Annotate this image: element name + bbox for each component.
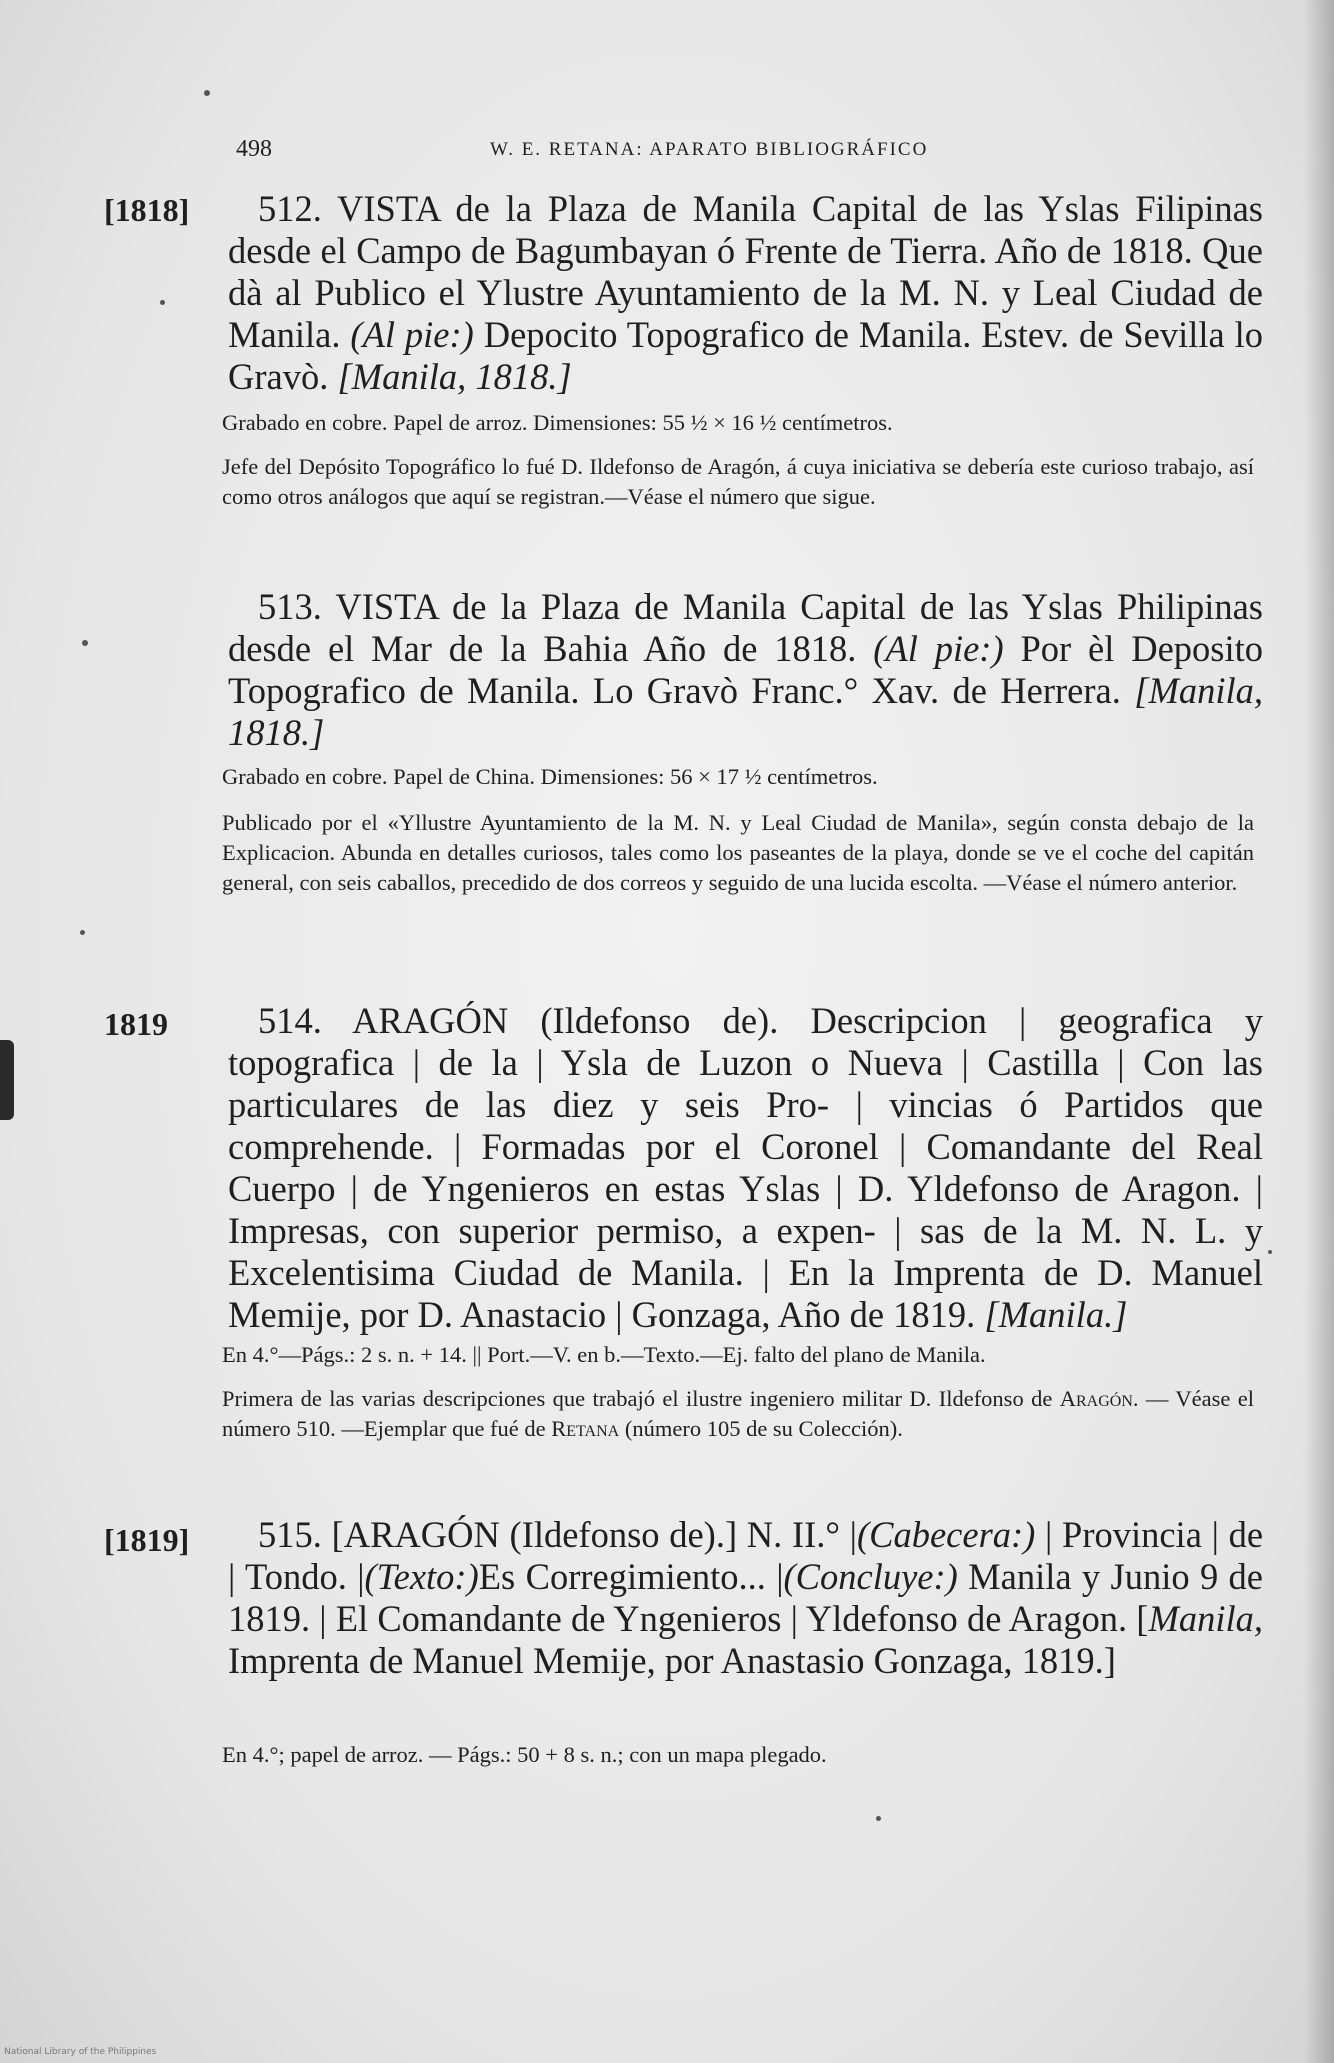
entry-number: 513.: [258, 586, 322, 627]
entry-comment: [222, 1384, 1254, 1444]
page-number: 498: [236, 136, 272, 162]
entry-imprint: [Manila, 1818.]: [337, 356, 572, 397]
entry-title: VISTA de la Plaza de Manila Capital de las Yslas Philipinas desde el Mar de la Bahia Año de 1818.: [228, 586, 1263, 669]
entry-title-cont: Depocito Topografico de Manila. Estev. de Sevilla lo Gravò.: [228, 314, 1264, 397]
entry-imprint: [Manila, 1818.]: [228, 670, 1264, 753]
entry-comment: Publicado por el «Yllustre Ayuntamiento de la M. N. y Leal Ciudad de Manila», según consta debajo de la Explicacion. Abunda en detalles curiosos, tales como los paseantes de la playa, donde se ve el coche del capitán general, con seis caballos, precedido de dos correos y seguido de una lucida escolta. —Véase el número anterior.: [222, 810, 1254, 895]
entry-title-cont: | Provincia | de | Tondo. |: [228, 1514, 1264, 1597]
scan-speck: [80, 930, 85, 935]
running-title: W. E. RETANA: APARATO BIBLIOGRÁFICO: [490, 139, 929, 160]
comment-smallcaps-name: Retana: [551, 1416, 620, 1441]
entry-main-text: [228, 188, 1263, 398]
scan-speck: [876, 1816, 881, 1821]
entry-comment: Jefe del Depósito Topográfico lo fué D. Ildefonso de Aragón, á cuya iniciativa se debería este curioso trabajo, así como otros análogos que aquí se registran.—Véase el número que sigue.: [222, 454, 1254, 509]
comment-part: . — Véase el número 510. —Ejemplar que fué de: [222, 1386, 1255, 1441]
comment-smallcaps-name: Aragón: [1059, 1386, 1133, 1411]
entry-physical: En 4.°—Págs.: 2 s. n. + 14. || Port.—V. en b.—Texto.—Ej. falto del plano de Manila.: [222, 1342, 986, 1367]
entry-imprint-open: [: [1136, 1598, 1149, 1639]
entry-number: 515.: [258, 1514, 322, 1555]
entry-main-text: [228, 586, 1263, 754]
entry-imprint-rest: Imprenta de Manuel Memije, por Anastasio Gonzaga, 1819.]: [228, 1640, 1116, 1681]
comment-part: (número 105 de su Colección).: [624, 1416, 903, 1441]
entry-main-text: [228, 1514, 1263, 1682]
entry-imprint: [Manila.]: [984, 1294, 1128, 1335]
comment-part: Primera de las varias descripciones que trabajó el ilustre ingeniero militar D. Ildefonso de: [222, 1386, 1053, 1411]
entry-title: ARAGÓN (Ildefonso de). Descripcion | geografica y topografica | de la | Ysla de Luzon o Nueva | Castilla | Con las particulares de las diez y seis Pro- | vincias ó Partidos que comprehende. | Formadas por el Coronel | Comandante del Real Cuerpo | de Yngenieros en estas Yslas | D. Yldefonso de Aragon. | Impresas, con superior permiso, a expen- | sas de la M. N. L. y Excelentisima Ciudad de Manila. | En la Imprenta de D. Manuel Memije, por D. Anastacio | Gonzaga, Año de 1819.: [228, 1000, 1263, 1335]
entry-label-texto: (Texto:): [364, 1556, 479, 1597]
entry-year: 1819: [104, 1006, 168, 1042]
binding-clip: [0, 1040, 14, 1120]
scan-speck: [82, 640, 88, 646]
footer-credit: National Library of the Philippines: [4, 2047, 157, 2057]
entry-imprint-place: Manila,: [1148, 1598, 1263, 1639]
entry-title: [ARAGÓN (Ildefonso de).] N. II.° |: [331, 1514, 857, 1555]
entry-title-cont: Es Corregimiento... |: [478, 1556, 784, 1597]
entry-number: 512.: [258, 188, 322, 229]
entry-title-cont: Manila y Junio 9 de 1819. | El Comandante de Yngenieros | Yldefonso de Aragon.: [228, 1556, 1264, 1639]
page-edge-shadow: [1304, 0, 1334, 2063]
scan-speck: [160, 300, 165, 305]
entry-number: 514.: [258, 1000, 322, 1041]
entry-note-label: (Al pie:): [350, 314, 474, 355]
entry-physical: Grabado en cobre. Papel de China. Dimensiones: 56 × 17 ½ centímetros.: [222, 764, 878, 789]
entry-main-text: [228, 1000, 1263, 1336]
entry-note-label: (Al pie:): [873, 628, 1004, 669]
entry-label-cabecera: (Cabecera:): [856, 1514, 1036, 1555]
scan-speck: [1268, 1250, 1272, 1254]
entry-label-concluye: (Concluye:): [783, 1556, 958, 1597]
entry-title-cont: Por èl Deposito Topografico de Manila. Lo Gravò Franc.° Xav. de Herrera.: [228, 628, 1264, 711]
entry-title: VISTA de la Plaza de Manila Capital de las Yslas Filipinas desde el Campo de Bagumbayan ó Frente de Tierra. Año de 1818. Que dà al Publico el Ylustre Ayuntamiento de la M. N. y Leal Ciudad de Manila.: [228, 188, 1264, 355]
entry-year: [1818]: [104, 192, 190, 228]
entry-year: [1819]: [104, 1522, 190, 1558]
scan-speck: [204, 90, 210, 96]
entry-physical: Grabado en cobre. Papel de arroz. Dimensiones: 55 ½ × 16 ½ centímetros.: [222, 410, 893, 435]
entry-physical: En 4.°; papel de arroz. — Págs.: 50 + 8 s. n.; con un mapa plegado.: [222, 1742, 827, 1767]
